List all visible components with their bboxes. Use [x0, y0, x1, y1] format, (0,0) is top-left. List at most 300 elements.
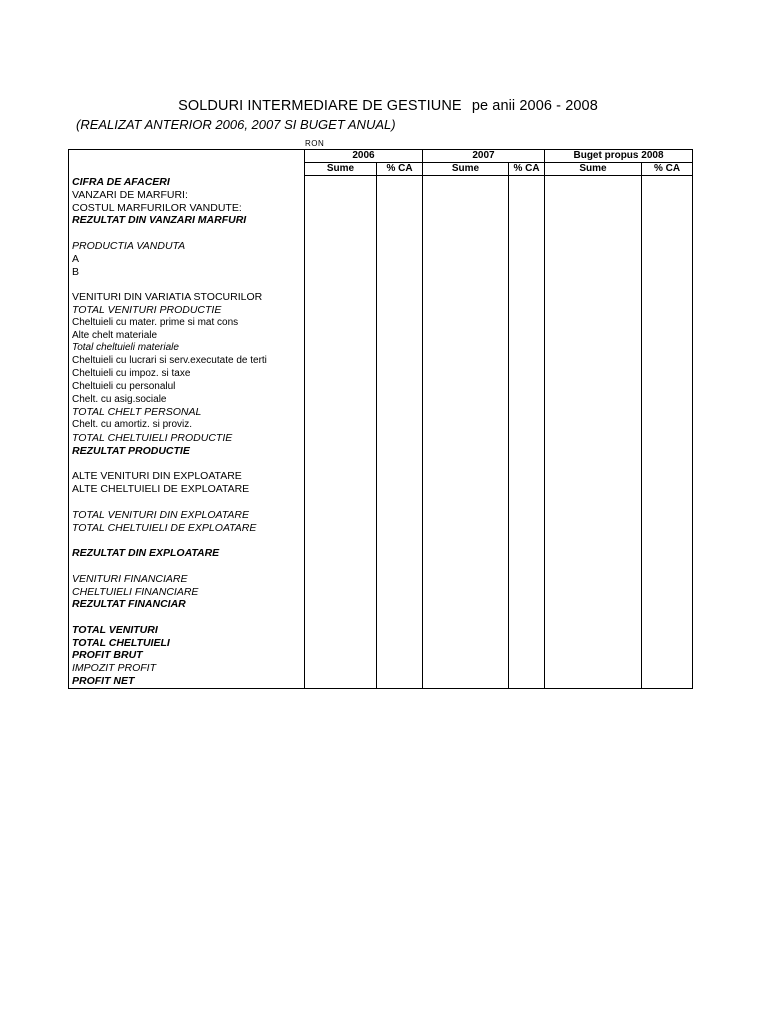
sume-cell [305, 189, 377, 202]
table-row [69, 355, 693, 368]
sume-cell [423, 445, 509, 458]
sume-cell [305, 330, 377, 343]
pct-ca-cell [642, 394, 693, 407]
table-row [69, 649, 693, 662]
sume-cell [545, 470, 642, 483]
pct-ca-cell [377, 227, 423, 240]
sume-cell [423, 381, 509, 394]
table-row [69, 342, 693, 355]
header-pct-2008: % CA [642, 163, 693, 176]
row-label: TOTAL VENITURI PRODUCTIE [69, 304, 305, 317]
row-label: Chelt. cu amortiz. si proviz. [69, 419, 305, 432]
table-row [69, 522, 693, 535]
pct-ca-cell [509, 496, 545, 509]
sume-cell [545, 227, 642, 240]
report-table [68, 149, 693, 689]
pct-ca-cell [509, 368, 545, 381]
table-row [69, 598, 693, 611]
table-row [69, 368, 693, 381]
sume-cell [305, 278, 377, 291]
row-label: REZULTAT DIN VANZARI MARFURI [69, 214, 305, 227]
sume-cell [305, 547, 377, 560]
pct-ca-cell [642, 560, 693, 573]
pct-ca-cell [509, 445, 545, 458]
row-label: A [69, 253, 305, 266]
pct-ca-cell [509, 394, 545, 407]
header-sume-2006: Sume [305, 163, 377, 176]
sume-cell [305, 291, 377, 304]
table-row [69, 394, 693, 407]
sume-cell [545, 291, 642, 304]
sume-cell [305, 458, 377, 471]
row-label [69, 496, 305, 509]
pct-ca-cell [509, 227, 545, 240]
table-row [69, 304, 693, 317]
table-row [69, 240, 693, 253]
header-year-2008: Buget propus 2008 [545, 150, 693, 163]
sume-cell [545, 419, 642, 432]
pct-ca-cell [642, 406, 693, 419]
sume-cell [305, 445, 377, 458]
sume-cell [545, 202, 642, 215]
header-label-cell [69, 163, 305, 176]
pct-ca-cell [642, 445, 693, 458]
sume-cell [423, 611, 509, 624]
sume-cell [305, 342, 377, 355]
sume-cell [305, 176, 377, 189]
sume-cell [545, 189, 642, 202]
pct-ca-cell [377, 445, 423, 458]
row-label [69, 278, 305, 291]
table-row [69, 176, 693, 189]
sume-cell [545, 509, 642, 522]
pct-ca-cell [509, 483, 545, 496]
sume-cell [423, 355, 509, 368]
row-label [69, 611, 305, 624]
table-row [69, 534, 693, 547]
sume-cell [545, 649, 642, 662]
row-label: Total cheltuieli materiale [69, 342, 305, 355]
sume-cell [545, 240, 642, 253]
pct-ca-cell [377, 534, 423, 547]
sume-cell [305, 214, 377, 227]
pct-ca-cell [377, 509, 423, 522]
pct-ca-cell [377, 637, 423, 650]
pct-ca-cell [642, 637, 693, 650]
pct-ca-cell [377, 291, 423, 304]
table-row [69, 278, 693, 291]
sume-cell [423, 189, 509, 202]
pct-ca-cell [509, 304, 545, 317]
table-row [69, 214, 693, 227]
sume-cell [423, 483, 509, 496]
sume-cell [545, 214, 642, 227]
row-label: TOTAL CHELTUIELI [69, 637, 305, 650]
table-row [69, 317, 693, 330]
sume-cell [423, 534, 509, 547]
header-pct-2007: % CA [509, 163, 545, 176]
table-row [69, 586, 693, 599]
row-label: REZULTAT DIN EXPLOATARE [69, 547, 305, 560]
sume-cell [545, 483, 642, 496]
pct-ca-cell [642, 573, 693, 586]
sume-cell [545, 381, 642, 394]
pct-ca-cell [509, 534, 545, 547]
row-label: Chelt. cu asig.sociale [69, 394, 305, 407]
row-label [69, 534, 305, 547]
row-label: VANZARI DE MARFURI: [69, 189, 305, 202]
sume-cell [305, 649, 377, 662]
sume-cell [423, 176, 509, 189]
row-label: IMPOZIT PROFIT [69, 662, 305, 675]
pct-ca-cell [509, 202, 545, 215]
sume-cell [423, 470, 509, 483]
row-label [69, 458, 305, 471]
table-row [69, 470, 693, 483]
sume-cell [423, 586, 509, 599]
sume-cell [423, 342, 509, 355]
pct-ca-cell [642, 534, 693, 547]
row-label: TOTAL CHELT PERSONAL [69, 406, 305, 419]
row-label: REZULTAT FINANCIAR [69, 598, 305, 611]
table-row [69, 496, 693, 509]
row-label: CHELTUIELI FINANCIARE [69, 586, 305, 599]
report-title [0, 98, 768, 114]
pct-ca-cell [377, 675, 423, 688]
sume-cell [423, 419, 509, 432]
table-row [69, 330, 693, 343]
sume-cell [305, 394, 377, 407]
report-title-years: pe anii 2006 - 2008 [471, 98, 598, 114]
pct-ca-cell [509, 573, 545, 586]
row-label: Cheltuieli cu impoz. si taxe [69, 368, 305, 381]
pct-ca-cell [642, 522, 693, 535]
table-row [69, 662, 693, 675]
sume-cell [545, 304, 642, 317]
sume-cell [545, 266, 642, 279]
table-row [69, 266, 693, 279]
sume-cell [423, 547, 509, 560]
sume-cell [423, 496, 509, 509]
pct-ca-cell [642, 355, 693, 368]
row-label [69, 227, 305, 240]
sume-cell [423, 560, 509, 573]
pct-ca-cell [642, 189, 693, 202]
pct-ca-cell [509, 253, 545, 266]
sume-cell [545, 547, 642, 560]
pct-ca-cell [377, 470, 423, 483]
sume-cell [423, 317, 509, 330]
pct-ca-cell [509, 649, 545, 662]
sume-cell [305, 470, 377, 483]
pct-ca-cell [642, 381, 693, 394]
pct-ca-cell [377, 342, 423, 355]
pct-ca-cell [509, 291, 545, 304]
pct-ca-cell [377, 406, 423, 419]
table-row [69, 509, 693, 522]
row-label: Cheltuieli cu personalul [69, 381, 305, 394]
pct-ca-cell [642, 509, 693, 522]
pct-ca-cell [377, 624, 423, 637]
pct-ca-cell [377, 317, 423, 330]
sume-cell [545, 598, 642, 611]
table-row [69, 419, 693, 432]
sume-cell [305, 573, 377, 586]
pct-ca-cell [642, 317, 693, 330]
pct-ca-cell [642, 586, 693, 599]
sume-cell [545, 432, 642, 445]
pct-ca-cell [642, 240, 693, 253]
sume-cell [545, 406, 642, 419]
pct-ca-cell [509, 598, 545, 611]
sume-cell [305, 406, 377, 419]
table-row [69, 547, 693, 560]
pct-ca-cell [377, 547, 423, 560]
pct-ca-cell [642, 496, 693, 509]
pct-ca-cell [377, 649, 423, 662]
pct-ca-cell [377, 330, 423, 343]
sume-cell [305, 355, 377, 368]
sume-cell [423, 598, 509, 611]
pct-ca-cell [509, 330, 545, 343]
sume-cell [305, 624, 377, 637]
pct-ca-cell [509, 586, 545, 599]
sume-cell [423, 330, 509, 343]
sume-cell [545, 662, 642, 675]
row-label: CIFRA DE AFACERI [69, 176, 305, 189]
header-label-cell [69, 150, 305, 163]
table-row [69, 291, 693, 304]
pct-ca-cell [509, 189, 545, 202]
pct-ca-cell [509, 406, 545, 419]
row-label: REZULTAT PRODUCTIE [69, 445, 305, 458]
sume-cell [545, 534, 642, 547]
pct-ca-cell [377, 266, 423, 279]
table-header-columns [69, 163, 693, 176]
sume-cell [305, 662, 377, 675]
pct-ca-cell [642, 419, 693, 432]
sume-cell [305, 419, 377, 432]
pct-ca-cell [377, 598, 423, 611]
row-label: VENITURI FINANCIARE [69, 573, 305, 586]
header-year-2007: 2007 [423, 150, 545, 163]
pct-ca-cell [377, 432, 423, 445]
pct-ca-cell [509, 432, 545, 445]
row-label: PROFIT BRUT [69, 649, 305, 662]
pct-ca-cell [642, 624, 693, 637]
pct-ca-cell [509, 176, 545, 189]
sume-cell [545, 317, 642, 330]
header-year-2006: 2006 [305, 150, 423, 163]
sume-cell [545, 637, 642, 650]
row-label: VENITURI DIN VARIATIA STOCURILOR [69, 291, 305, 304]
pct-ca-cell [642, 470, 693, 483]
sume-cell [305, 202, 377, 215]
table-row [69, 458, 693, 471]
table-row [69, 445, 693, 458]
pct-ca-cell [377, 419, 423, 432]
sume-cell [545, 624, 642, 637]
sume-cell [545, 330, 642, 343]
pct-ca-cell [642, 675, 693, 688]
table-row [69, 253, 693, 266]
pct-ca-cell [377, 483, 423, 496]
table-header-years [69, 150, 693, 163]
sume-cell [545, 586, 642, 599]
sume-cell [423, 432, 509, 445]
pct-ca-cell [642, 202, 693, 215]
sume-cell [305, 598, 377, 611]
pct-ca-cell [377, 560, 423, 573]
pct-ca-cell [509, 381, 545, 394]
row-label: B [69, 266, 305, 279]
pct-ca-cell [377, 304, 423, 317]
pct-ca-cell [509, 547, 545, 560]
pct-ca-cell [642, 368, 693, 381]
pct-ca-cell [377, 176, 423, 189]
sume-cell [305, 637, 377, 650]
sume-cell [545, 675, 642, 688]
pct-ca-cell [642, 649, 693, 662]
pct-ca-cell [377, 573, 423, 586]
pct-ca-cell [377, 496, 423, 509]
pct-ca-cell [509, 317, 545, 330]
sume-cell [545, 342, 642, 355]
row-label: COSTUL MARFURILOR VANDUTE: [69, 202, 305, 215]
sume-cell [423, 278, 509, 291]
sume-cell [423, 253, 509, 266]
sume-cell [545, 355, 642, 368]
pct-ca-cell [377, 253, 423, 266]
sume-cell [545, 496, 642, 509]
table-row [69, 611, 693, 624]
pct-ca-cell [642, 483, 693, 496]
sume-cell [423, 202, 509, 215]
pct-ca-cell [509, 240, 545, 253]
sume-cell [305, 611, 377, 624]
pct-ca-cell [509, 355, 545, 368]
pct-ca-cell [509, 458, 545, 471]
pct-ca-cell [642, 291, 693, 304]
sume-cell [545, 611, 642, 624]
header-pct-2006: % CA [377, 163, 423, 176]
sume-cell [423, 214, 509, 227]
table-row [69, 624, 693, 637]
sume-cell [423, 227, 509, 240]
row-label: TOTAL VENITURI DIN EXPLOATARE [69, 509, 305, 522]
pct-ca-cell [642, 266, 693, 279]
pct-ca-cell [377, 458, 423, 471]
sume-cell [423, 406, 509, 419]
sume-cell [545, 522, 642, 535]
table-row [69, 573, 693, 586]
pct-ca-cell [377, 214, 423, 227]
sume-cell [545, 445, 642, 458]
sume-cell [423, 624, 509, 637]
pct-ca-cell [509, 522, 545, 535]
pct-ca-cell [642, 458, 693, 471]
table-row [69, 637, 693, 650]
sume-cell [545, 394, 642, 407]
sume-cell [423, 304, 509, 317]
table-row [69, 560, 693, 573]
pct-ca-cell [642, 253, 693, 266]
sume-cell [305, 240, 377, 253]
pct-ca-cell [642, 304, 693, 317]
sume-cell [545, 560, 642, 573]
row-label: PRODUCTIA VANDUTA [69, 240, 305, 253]
sume-cell [423, 649, 509, 662]
row-label [69, 560, 305, 573]
pct-ca-cell [377, 394, 423, 407]
table-row [69, 189, 693, 202]
pct-ca-cell [377, 368, 423, 381]
pct-ca-cell [642, 547, 693, 560]
sume-cell [423, 573, 509, 586]
pct-ca-cell [509, 509, 545, 522]
row-label: Cheltuieli cu mater. prime si mat cons [69, 317, 305, 330]
pct-ca-cell [377, 278, 423, 291]
sume-cell [423, 662, 509, 675]
pct-ca-cell [377, 586, 423, 599]
pct-ca-cell [509, 470, 545, 483]
pct-ca-cell [509, 342, 545, 355]
sume-cell [305, 509, 377, 522]
pct-ca-cell [642, 278, 693, 291]
pct-ca-cell [509, 675, 545, 688]
pct-ca-cell [377, 240, 423, 253]
pct-ca-cell [642, 611, 693, 624]
pct-ca-cell [509, 624, 545, 637]
sume-cell [545, 278, 642, 291]
pct-ca-cell [642, 176, 693, 189]
sume-cell [305, 560, 377, 573]
pct-ca-cell [377, 202, 423, 215]
sume-cell [423, 266, 509, 279]
table-row [69, 406, 693, 419]
pct-ca-cell [509, 662, 545, 675]
pct-ca-cell [509, 278, 545, 291]
table-row [69, 483, 693, 496]
sume-cell [545, 253, 642, 266]
pct-ca-cell [642, 214, 693, 227]
row-label: TOTAL CHELTUIELI PRODUCTIE [69, 432, 305, 445]
report-table-body [69, 150, 693, 689]
pct-ca-cell [642, 330, 693, 343]
header-sume-2007: Sume [423, 163, 509, 176]
pct-ca-cell [377, 662, 423, 675]
sume-cell [305, 534, 377, 547]
report-subtitle: (REALIZAT ANTERIOR 2006, 2007 SI BUGET ANUAL) [76, 117, 396, 132]
pct-ca-cell [642, 227, 693, 240]
sume-cell [423, 368, 509, 381]
pct-ca-cell [509, 637, 545, 650]
row-label: TOTAL VENITURI [69, 624, 305, 637]
pct-ca-cell [377, 611, 423, 624]
sume-cell [423, 291, 509, 304]
row-label: TOTAL CHELTUIELI DE EXPLOATARE [69, 522, 305, 535]
row-label: PROFIT NET [69, 675, 305, 688]
sume-cell [305, 586, 377, 599]
sume-cell [545, 368, 642, 381]
sume-cell [423, 637, 509, 650]
sume-cell [305, 381, 377, 394]
pct-ca-cell [509, 419, 545, 432]
sume-cell [305, 227, 377, 240]
sume-cell [423, 675, 509, 688]
pct-ca-cell [377, 522, 423, 535]
sume-cell [305, 317, 377, 330]
